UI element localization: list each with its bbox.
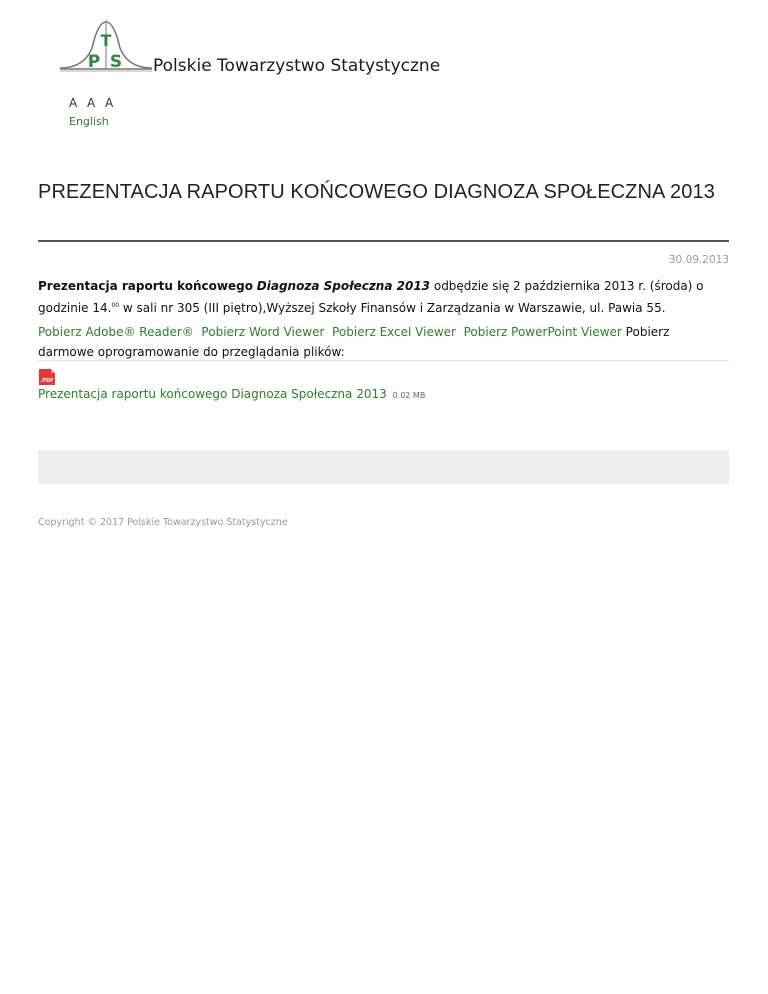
attachment-link[interactable] (38, 387, 425, 401)
copyright-text: Copyright © 2017 Polskie Towarzystwo Statystyczne (38, 517, 288, 528)
logo-letter-p: P (87, 52, 101, 72)
pdf-icon-label: .PDF (40, 378, 54, 384)
footer-bar (38, 450, 729, 484)
title-divider (38, 240, 729, 242)
attachment-size: 0.02 MB (392, 391, 426, 400)
excel-viewer-link[interactable]: Pobierz Excel Viewer (332, 325, 456, 339)
language-link-english[interactable]: English (69, 115, 109, 128)
pdf-file-icon[interactable] (38, 368, 56, 386)
pts-logo-icon (58, 18, 154, 74)
attachment-title: Prezentacja raportu końcowego Diagnoza Społeczna 2013 (38, 387, 387, 401)
site-name: Polskie Towarzystwo Statystyczne (153, 56, 441, 76)
powerpoint-viewer-link[interactable]: Pobierz PowerPoint Viewer (463, 325, 622, 339)
viewers-divider (38, 360, 729, 361)
logo-letter-t: T (100, 31, 112, 50)
intro-lead-title: Diagnoza Społeczna 2013 (256, 279, 431, 293)
site-logo-link[interactable] (58, 18, 458, 78)
intro-lead: Prezentacja raportu końcowego (38, 279, 253, 293)
intro-text: odbędzie się 2 października 2013 r. (środa) o godzinie 14. (38, 279, 704, 315)
page-title: PREZENTACJA RAPORTU KOŃCOWEGO DIAGNOZA SPOŁECZNA 2013 (38, 181, 715, 203)
viewer-downloads (38, 322, 729, 362)
font-size-control[interactable]: A A A (69, 96, 117, 110)
viewers-note: Pobierz darmowe oprogramowanie do przeglądania plików: (38, 325, 670, 359)
word-viewer-link[interactable]: Pobierz Word Viewer (201, 325, 325, 339)
adobe-reader-link[interactable]: Pobierz Adobe® Reader® (38, 325, 194, 339)
publication-date: 30.09.2013 (668, 254, 729, 266)
intro-text-cont: w sali nr 305 (III piętro),Wyższej Szkoły Finansów i Zarządzania w Warszawie, ul. Pawia 55. (119, 301, 666, 315)
article-intro (38, 276, 734, 318)
logo-letter-s: S (109, 52, 123, 72)
intro-time-superscript: 00 (111, 302, 120, 309)
